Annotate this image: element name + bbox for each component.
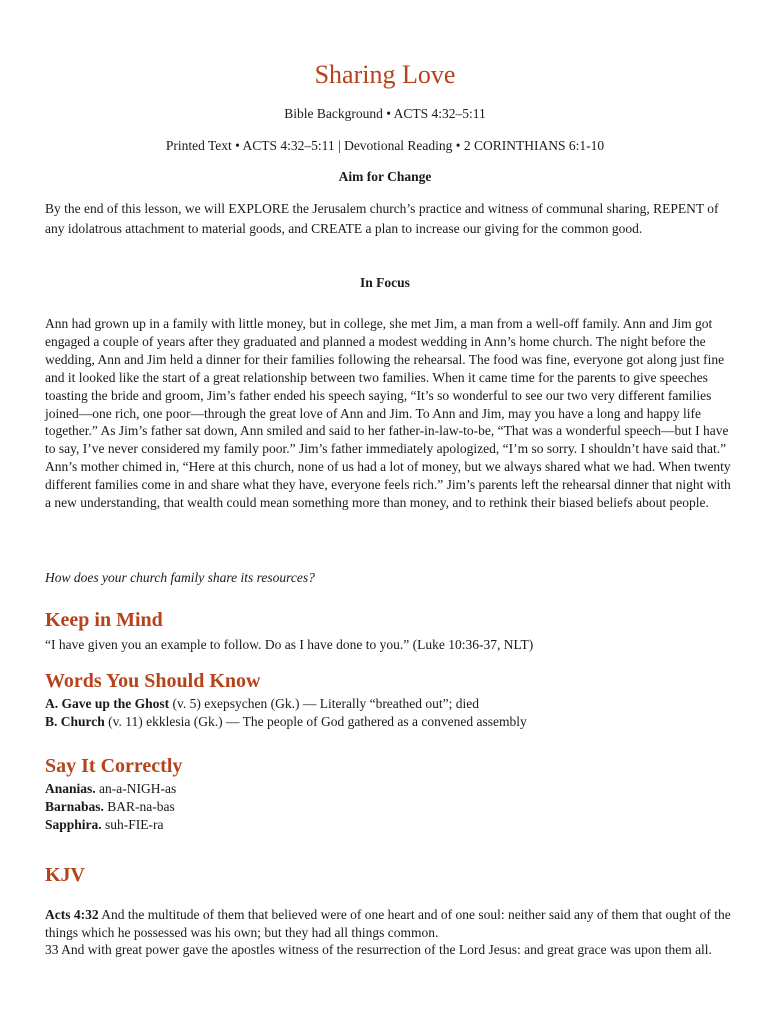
word-term: B. Church	[45, 714, 105, 729]
printed-text: Printed Text • ACTS 4:32–5:11 | Devotional Reading • 2 CORINTHIANS 6:1-10	[165, 138, 605, 153]
word-definition: (v. 11) ekklesia (Gk.) — The people of God gathered as a convened assembly	[104, 714, 527, 729]
word-term: A. Gave up the Ghost	[45, 696, 170, 711]
pronunciation-term: Sapphira.	[45, 817, 102, 832]
bible-background: Bible Background • ACTS 4:32–5:11	[284, 106, 486, 121]
word-item	[45, 696, 479, 712]
verse-reference: Acts 4:32	[45, 907, 99, 922]
aim-heading: Aim for Change	[338, 169, 432, 184]
discussion-question: How does your church family share its resources?	[45, 570, 315, 585]
aim-text: By the end of this lesson, we will EXPLORE the Jerusalem church’s practice and witness of communal sharing, REPENT of any idolatrous attachment to material goods, and CREATE a plan to increase our giving for the common good.	[45, 201, 719, 236]
kjv-passage	[45, 906, 735, 959]
pronunciation-text: BAR-na-bas	[103, 799, 175, 814]
page-title: Sharing Love	[314, 60, 456, 89]
say-it-heading: Say It Correctly	[45, 755, 183, 777]
pronunciation-item	[45, 799, 175, 815]
word-definition: (v. 5) exepsychen (Gk.) — Literally “breathed out”; died	[169, 696, 480, 711]
words-heading: Words You Should Know	[45, 670, 261, 692]
in-focus-heading: In Focus	[360, 275, 410, 290]
in-focus-story: Ann had grown up in a family with little money, but in college, she met Jim, a man from a well-off family. Ann and Jim got engaged a couple of years after they graduated and planned a modest wedding in Ann’s home church. The night before the wedding, Ann and Jim held a dinner for their families following the rehearsal. The food was fine, everyone got along just fine and it looked like the start of a great relationship between two families. When it came time for the parents to give speeches toasting the bride and groom, Jim’s father ended his speech saying, “It’s so wonderful to see our two very different families joined—one rich, one poor—through the great love of Ann and Jim. To Ann and Jim, may you have a long and happy life together.” As Jim’s father sat down, Ann smiled and said to her father-in-law-to-be, “That was a wonderful speech—but I have to say, I’ve never considered my family poor.” Jim’s father immediately apologized, “I’m so sorry. I shouldn’t have said that.” Ann’s mother chimed in, “Here at this church, none of us had a lot of money, but we always shared what we had. When twenty different families come in and share what they have, everyone feels rich.” Jim’s parents left the rehearsal dinner that night with a new understanding, that wealth could mean something more than money, and to rethink their biased beliefs about people.	[45, 316, 731, 511]
verse-32: And the multitude of them that believed were of one heart and of one soul: neither said any of them that ought of the things which he possessed was his own; but they had all things common.	[45, 907, 731, 940]
keep-in-mind-heading: Keep in Mind	[45, 609, 163, 631]
pronunciation-term: Barnabas.	[45, 799, 104, 814]
pronunciation-text: suh-FIE-ra	[101, 817, 164, 832]
pronunciation-item	[45, 817, 164, 833]
word-item	[45, 714, 527, 730]
pronunciation-item	[45, 781, 176, 797]
pronunciation-term: Ananias.	[45, 781, 96, 796]
pronunciation-text: an-a-NIGH-as	[95, 781, 177, 796]
kjv-heading: KJV	[45, 864, 85, 886]
keep-in-mind-verse: “I have given you an example to follow. Do as I have done to you.” (Luke 10:36-37, NLT)	[45, 637, 534, 652]
verse-33: 33 And with great power gave the apostles witness of the resurrection of the Lord Jesus: and great grace was upon them all.	[45, 942, 712, 957]
